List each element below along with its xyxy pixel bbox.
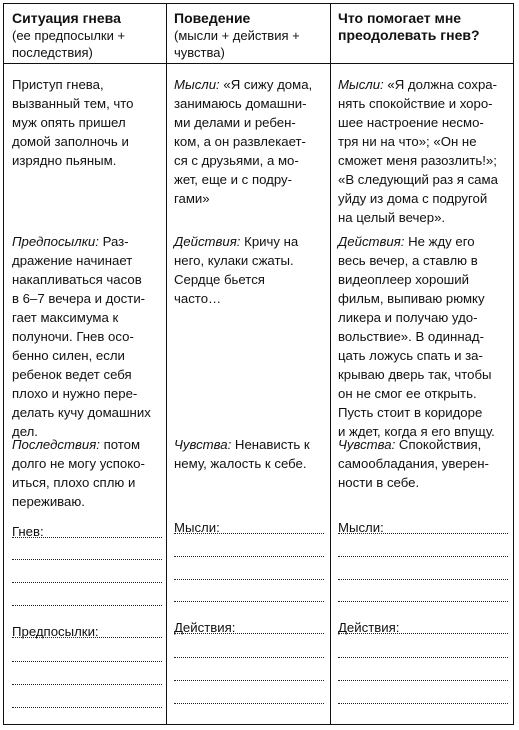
blank-line[interactable] (174, 556, 324, 557)
header-behavior-title: Поведение (174, 10, 251, 26)
header-coping-title: Что помогает мне преодолевать гнев? (338, 10, 480, 43)
header-divider (4, 63, 513, 64)
blank-behavior-area (174, 520, 324, 720)
blank-line[interactable] (338, 703, 508, 704)
blank-line[interactable] (174, 633, 324, 634)
blank-line[interactable] (12, 605, 162, 606)
blank-line[interactable] (12, 707, 162, 708)
header-situation-subtitle: (ее предпосылки + последствия) (12, 28, 126, 60)
consequences-cell (12, 435, 166, 511)
blank-coping-thoughts-label: Мысли: (338, 520, 388, 536)
header-situation-title: Ситуация гнева (12, 10, 121, 26)
thoughts-label: Мысли: (174, 77, 220, 92)
header-coping (338, 10, 510, 44)
blank-line[interactable] (12, 559, 162, 560)
header-behavior-subtitle: (мысли + действия + чувства) (174, 28, 300, 60)
anger-worksheet-table (3, 3, 514, 725)
blank-coping-actions-label: Действия: (338, 620, 403, 636)
column-divider (166, 4, 167, 724)
coping-thoughts-text: «Я должна сохра- нять спокойствие и хоро- шее настроение несмо- тря ни на что»; «Он не сможет меня разозлить!»; «В следующий раз я сама уйду из дома с подругой на целый вечер». (338, 77, 498, 225)
blank-line[interactable] (338, 657, 508, 658)
blank-triggers-label: Предпосылки: (12, 624, 103, 640)
coping-feelings-label: Чувства: (338, 437, 396, 452)
blank-line[interactable] (174, 579, 324, 580)
blank-line[interactable] (338, 579, 508, 580)
blank-line[interactable] (338, 680, 508, 681)
blank-actions-label: Действия: (174, 620, 239, 636)
blank-line[interactable] (12, 637, 162, 638)
consequences-label: Последствия: (12, 437, 100, 452)
thoughts-cell (174, 75, 328, 208)
header-situation (12, 10, 162, 61)
coping-feelings-cell (338, 435, 514, 492)
thoughts-text: «Я сижу дома, занимаюсь домашни- ми делами и ребен- ком, а он развлекает- ся с друзьями, а мо- жет, еще и с подру- гами» (174, 77, 313, 206)
blank-line[interactable] (174, 703, 324, 704)
blank-line[interactable] (338, 533, 508, 534)
coping-feelings-text: Спокойствия, самообладания, уверен- ности в себе. (338, 437, 489, 490)
consequences-text: потом долго не могу успоко- иться, плохо сплю и переживаю. (12, 437, 145, 509)
blank-anger-label: Гнев: (12, 524, 48, 540)
blank-line[interactable] (12, 582, 162, 583)
triggers-text: Раз- дражение начинает накапливаться часов в 6–7 вечера и дости- гает максимума к полуночи. Гнев осо- бенно силен, если ребенок ведет себя плохо и нужно пере- делать кучу домашних дел. (12, 234, 151, 439)
blank-line[interactable] (338, 601, 508, 602)
blank-line[interactable] (12, 684, 162, 685)
blank-thoughts-label: Мысли: (174, 520, 224, 536)
coping-thoughts-cell (338, 75, 514, 227)
blank-line[interactable] (338, 556, 508, 557)
blank-line[interactable] (12, 661, 162, 662)
blank-situation-area (12, 524, 162, 724)
blank-line[interactable] (174, 533, 324, 534)
actions-label: Действия: (174, 234, 241, 249)
situation-text: Приступ гнева, вызванный тем, что муж опять пришел домой заполночь и изрядно пьяным. (12, 77, 134, 168)
coping-thoughts-label: Мысли: (338, 77, 384, 92)
coping-actions-text: Не жду его весь вечер, а ставлю в видеоплеер хороший фильм, выпиваю рюмку ликера и получаю удо- вольствие». В одиннад- цать ложусь спать и за- крываю дверь так, чтобы он не смог ее открыть. Пусть стоит в коридоре и ждет, когда я его впущу. (338, 234, 495, 439)
triggers-label: Предпосылки: (12, 234, 99, 249)
blank-line[interactable] (174, 680, 324, 681)
blank-coping-area (338, 520, 508, 720)
feelings-text: Ненависть к нему, жалость к себе. (174, 437, 310, 471)
blank-line[interactable] (12, 537, 162, 538)
coping-actions-label: Действия: (338, 234, 405, 249)
actions-text: Кричу на него, кулаки сжаты. Сердце бьется часто… (174, 234, 299, 306)
feelings-label: Чувства: (174, 437, 232, 452)
feelings-cell (174, 435, 328, 473)
blank-line[interactable] (174, 657, 324, 658)
blank-line[interactable] (338, 633, 508, 634)
column-divider (330, 4, 331, 724)
triggers-cell (12, 232, 166, 441)
coping-actions-cell (338, 232, 514, 441)
actions-cell (174, 232, 328, 308)
blank-line[interactable] (174, 601, 324, 602)
header-behavior (174, 10, 326, 61)
